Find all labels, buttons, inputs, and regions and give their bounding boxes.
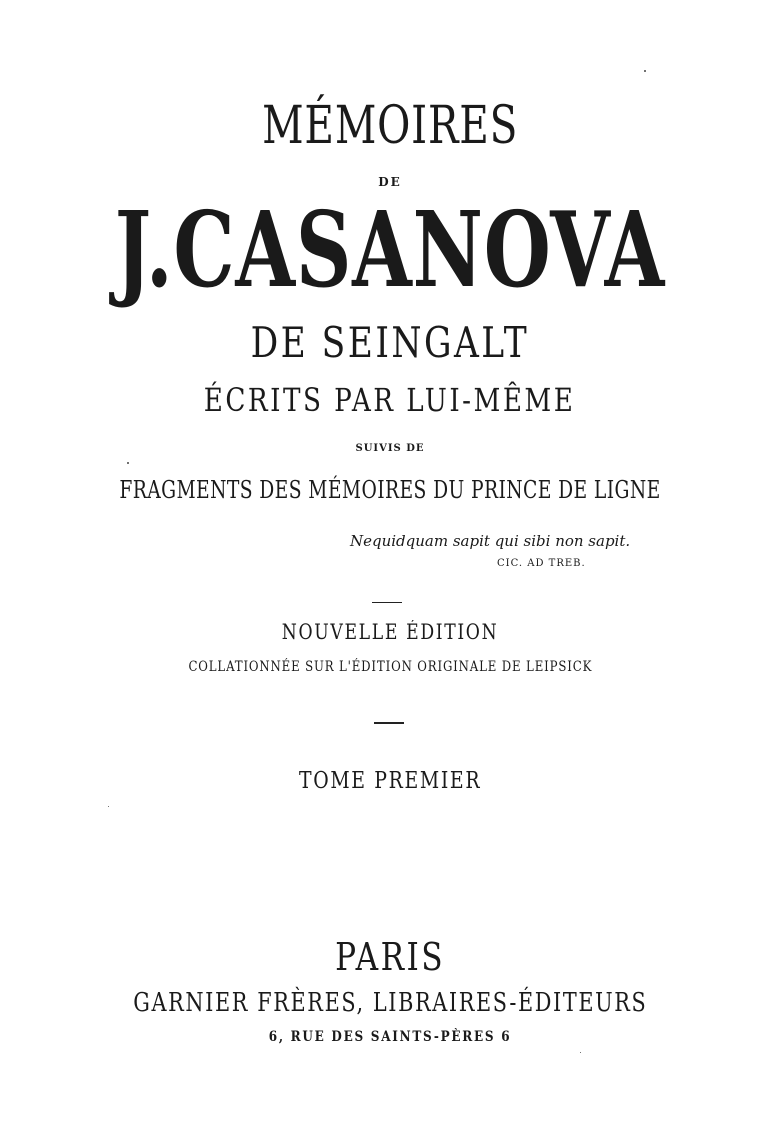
of-text: DE <box>378 175 402 189</box>
author-title-text: DE SEINGALT <box>250 318 530 367</box>
imprint-address <box>0 1030 780 1044</box>
author-text: J.CASANOVA <box>114 188 666 311</box>
collation-statement <box>0 660 780 674</box>
epigraph-source: CIC. AD TREB. <box>497 558 586 569</box>
paper-speck <box>108 806 109 807</box>
title-of <box>0 176 780 188</box>
title-memoires <box>0 96 780 156</box>
author-title <box>0 318 780 367</box>
divider-rule <box>372 602 402 603</box>
supplement-title <box>0 478 780 502</box>
publisher-text: GARNIER FRÈRES, LIBRAIRES-ÉDITEURS <box>132 988 648 1018</box>
imprint-publisher <box>0 990 780 1016</box>
author-name <box>0 188 780 311</box>
imprint-city <box>0 935 780 979</box>
written-by <box>0 381 780 419</box>
paper-speck <box>580 1052 581 1053</box>
paper-speck <box>127 462 129 464</box>
followed-by-text: SUIVIS DE <box>355 443 425 454</box>
volume-statement <box>0 770 780 793</box>
paper-speck <box>644 70 646 72</box>
followed-by <box>0 444 780 454</box>
written-by-text: ÉCRITS PAR LUI-MÊME <box>204 381 576 419</box>
supplement-text: FRAGMENTS DES MÉMOIRES DU PRINCE DE LIGNE <box>119 476 661 504</box>
epigraph-quote: Nequidquam sapit qui sibi non sapit. <box>350 532 631 550</box>
collation-text: COLLATIONNÉE SUR L'ÉDITION ORIGINALE DE LEIPSICK <box>188 659 592 675</box>
title-text: MÉMOIRES <box>261 96 519 156</box>
edition-statement <box>0 622 780 643</box>
volume-text: TOME PREMIER <box>298 768 482 794</box>
edition-text: NOUVELLE ÉDITION <box>281 620 499 644</box>
city-text: PARIS <box>334 935 446 979</box>
address-text: 6, RUE DES SAINTS-PÈRES 6 <box>268 1029 512 1045</box>
divider-rule <box>374 722 404 724</box>
